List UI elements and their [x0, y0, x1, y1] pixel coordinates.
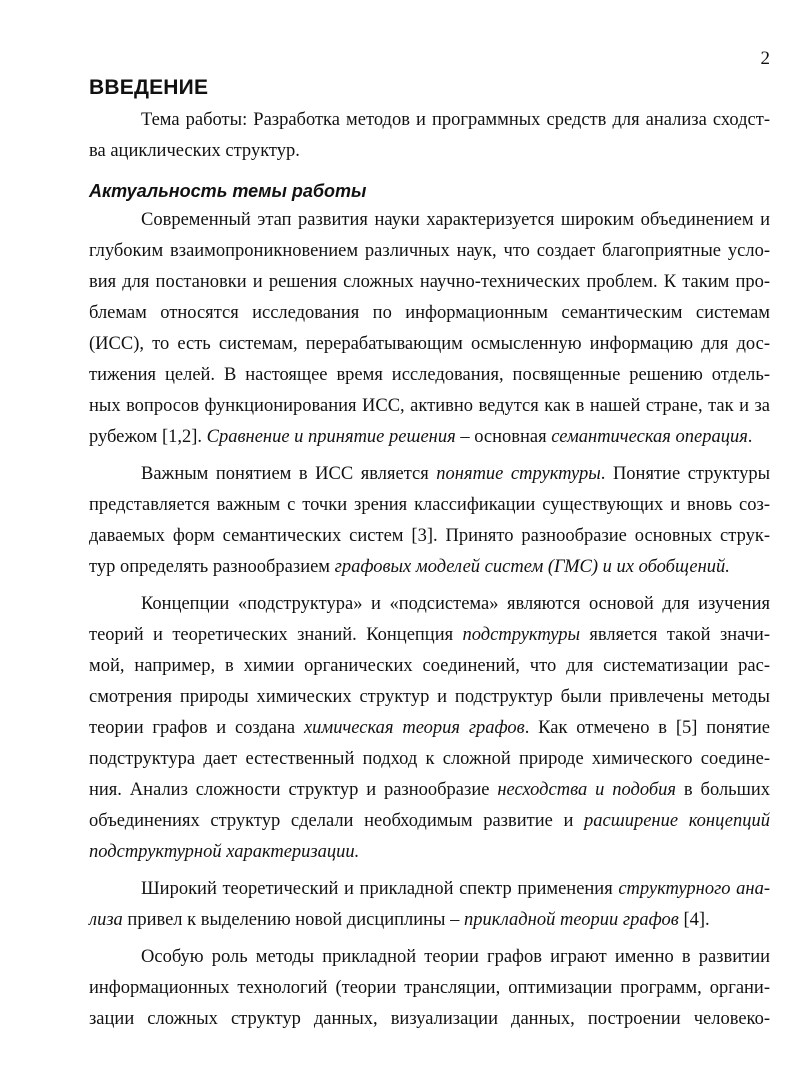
text-run: рубежом [1,2].	[89, 427, 207, 447]
emphasis-text: несходства и подобия	[497, 780, 677, 800]
text-line	[89, 874, 770, 905]
text-line: информационных технологий (теории трансляции, оптимизации программ, органи-	[89, 978, 770, 998]
text-run: объединениях структур сделали необходимым развитие и	[89, 811, 585, 831]
text-line: (ИСС), то есть системам, перерабатывающим осмысленную информацию для дос-	[89, 334, 770, 354]
section-heading-introduction: ВВЕДЕНИЕ	[89, 76, 209, 99]
text-line: вия для постановки и решения сложных научно-технических проблем. К таким про-	[89, 272, 770, 292]
page-number: 2	[760, 48, 770, 69]
text-line: Особую роль методы прикладной теории графов играют именно в развитии	[141, 947, 770, 967]
text-run: привел к выделению новой дисциплины –	[122, 910, 464, 930]
text-line: представляется важным с точки зрения классификации существующих и вновь соз-	[89, 495, 770, 515]
text-line	[89, 837, 770, 868]
text-run: . Как отмечено в [5] понятие	[524, 718, 770, 738]
paragraph-3	[89, 589, 770, 868]
topic-paragraph	[89, 105, 770, 167]
text-run: Важным понятием в ИСС является	[141, 464, 437, 484]
page-content	[89, 71, 770, 1035]
emphasis-text: Сравнение и принятие решения	[206, 427, 456, 447]
emphasis-text: лиза	[89, 910, 123, 930]
text-run: – основная	[455, 427, 552, 447]
paragraph-4	[89, 874, 770, 936]
paragraph-2	[89, 459, 770, 583]
text-run: в больших	[676, 780, 771, 800]
text-line: смотрения природы химических структур и подструктур были привлечены методы	[89, 687, 770, 707]
text-line: ных вопросов функционирования ИСС, активно ведутся как в нашей стране, так и за	[89, 396, 770, 416]
text-line	[89, 905, 770, 936]
text-line	[89, 775, 770, 806]
text-line	[89, 422, 770, 453]
text-run: . Понятие структуры	[600, 464, 770, 484]
topic-line: ва ациклических структур.	[89, 141, 300, 161]
text-run: .	[747, 427, 753, 447]
paragraph-5	[89, 942, 770, 1035]
text-line: даваемых форм семантических систем [3]. Принято разнообразие основных струк-	[89, 526, 770, 546]
topic-line: Тема работы: Разработка методов и программных средств для анализа сходст-	[141, 110, 770, 130]
emphasis-text: подструктурной характеризации.	[89, 842, 360, 862]
emphasis-text: понятие структуры	[436, 464, 601, 484]
paragraph-1	[89, 205, 770, 453]
text-line	[89, 459, 770, 490]
text-line: Современный этап развития науки характеризуется широким объединением и	[141, 210, 770, 230]
text-line	[89, 806, 770, 837]
text-run: теории графов и создана	[89, 718, 304, 738]
text-run: теорий и теоретических знаний. Концепция	[89, 625, 463, 645]
emphasis-text: подструктуры	[462, 625, 580, 645]
text-run: тур определять разнообразием	[89, 557, 335, 577]
text-line: блемам относятся исследования по информационным семантическим системам	[89, 303, 770, 323]
text-line: подструктура дает естественный подход к сложной природе химического соедине-	[89, 749, 770, 769]
subsection-heading-relevance: Актуальность темы работы	[89, 181, 367, 201]
text-line: тижения целей. В настоящее время исследования, посвященные решению отдель-	[89, 365, 770, 385]
emphasis-text: прикладной теории графов	[463, 910, 679, 930]
text-line: мой, например, в химии органических соединений, что для систематизации рас-	[89, 656, 770, 676]
text-line	[89, 620, 770, 651]
text-run: [4].	[678, 910, 710, 930]
text-line	[89, 552, 770, 583]
emphasis-text: расширение концепций	[584, 811, 771, 831]
emphasis-text: графовых моделей систем (ГМС) и их обобщений.	[334, 557, 730, 577]
emphasis-text: семантическая операция	[551, 427, 748, 447]
text-run: ния. Анализ сложности структур и разнообразие	[89, 780, 498, 800]
text-run: является такой значи-	[580, 625, 770, 645]
emphasis-text: структурного ана-	[618, 879, 770, 899]
text-line: зации сложных структур данных, визуализации данных, построении человеко-	[89, 1009, 770, 1029]
text-line: Концепции «подструктура» и «подсистема» являются основой для изучения	[141, 594, 770, 614]
text-line: глубоким взаимопроникновением различных наук, что создает благоприятные усло-	[89, 241, 770, 261]
text-run: Широкий теоретический и прикладной спектр применения	[141, 879, 619, 899]
text-line	[89, 713, 770, 744]
emphasis-text: химическая теория графов	[303, 718, 525, 738]
